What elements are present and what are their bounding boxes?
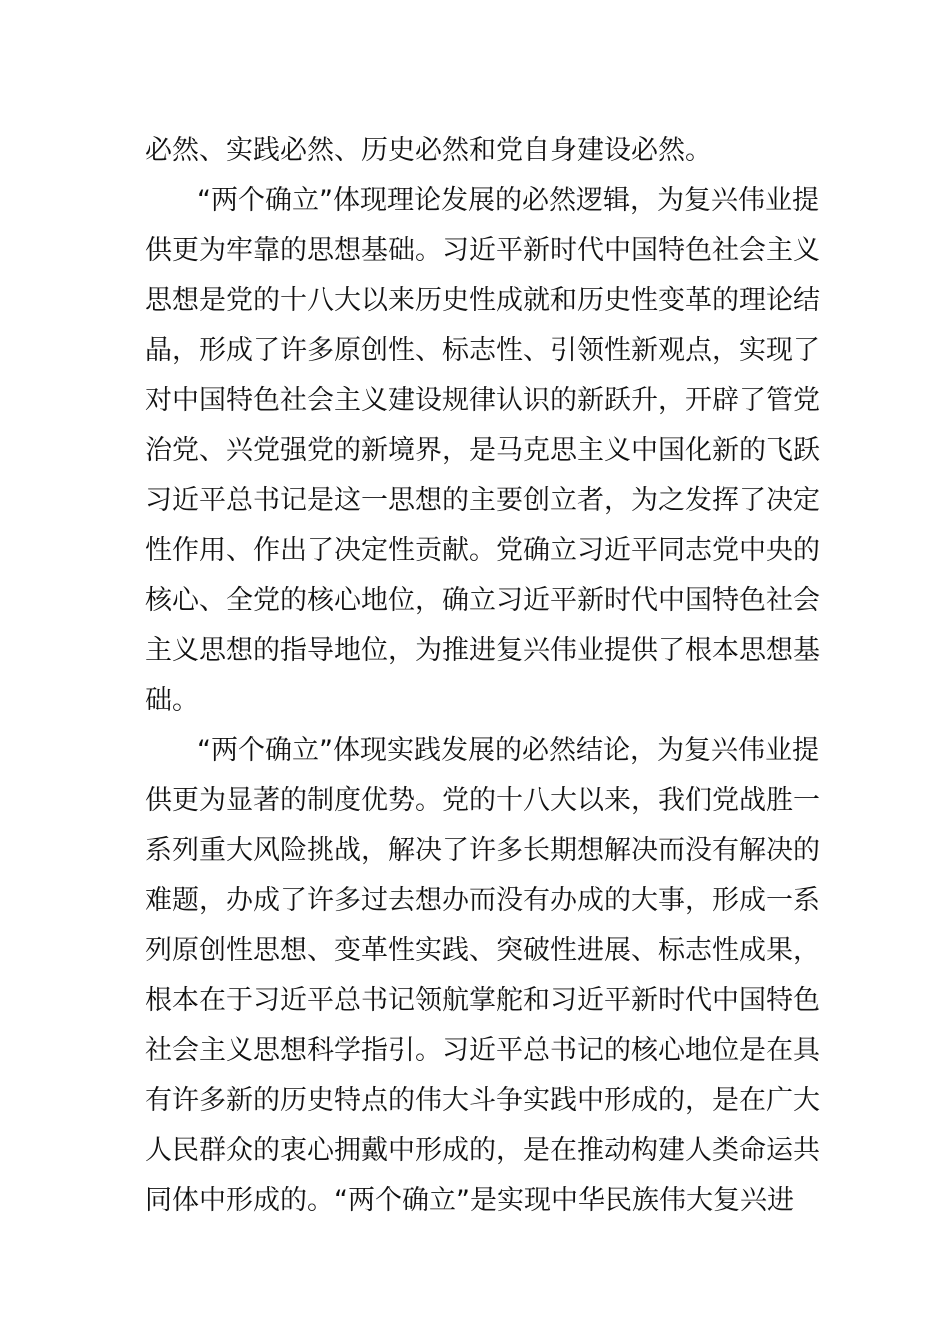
text-line: 晶，形成了许多原创性、标志性、引领性新观点，实现了 — [145, 335, 820, 366]
text-line: 供更为显著的制度优势。党的十八大以来，我们党战胜一 — [145, 785, 820, 816]
text-line: 主义思想的指导地位，为推进复兴伟业提供了根本思想基 — [145, 635, 820, 666]
text-line: 治党、兴党强党的新境界，是马克思主义中国化新的飞跃 — [145, 435, 820, 466]
text-line: 难题，办成了许多过去想办而没有办成的大事，形成一系 — [145, 885, 820, 916]
text-line: 有许多新的历史特点的伟大斗争实践中形成的，是在广大 — [145, 1085, 820, 1116]
text-line: 思想是党的十八大以来历史性成就和历史性变革的理论结 — [145, 285, 820, 316]
text-line: 列原创性思想、变革性实践、突破性进展、标志性成果， — [145, 935, 820, 966]
text-line: 核心、全党的核心地位，确立习近平新时代中国特色社会 — [145, 585, 820, 616]
text-line: 同体中形成的。“两个确立”是实现中华民族伟大复兴进 — [145, 1185, 794, 1216]
text-line: 社会主义思想科学指引。习近平总书记的核心地位是在具 — [145, 1035, 820, 1066]
text-line: 供更为牢靠的思想基础。习近平新时代中国特色社会主义 — [145, 235, 820, 266]
text-line: 习近平总书记是这一思想的主要创立者，为之发挥了决定 — [145, 485, 820, 516]
text-line: 础。 — [145, 685, 199, 716]
text-line: “两个确立”体现理论发展的必然逻辑，为复兴伟业提 — [197, 185, 819, 216]
text-line: 性作用、作出了决定性贡献。党确立习近平同志党中央的 — [145, 535, 820, 566]
text-line: 人民群众的衷心拥戴中形成的，是在推动构建人类命运共 — [145, 1135, 820, 1166]
text-line: 系列重大风险挑战，解决了许多长期想解决而没有解决的 — [145, 835, 820, 866]
text-line: 对中国特色社会主义建设规律认识的新跃升，开辟了管党 — [145, 385, 820, 416]
text-line: 必然、实践必然、历史必然和党自身建设必然。 — [145, 135, 712, 166]
text-line: 根本在于习近平总书记领航掌舵和习近平新时代中国特色 — [145, 985, 820, 1016]
text-line: “两个确立”体现实践发展的必然结论，为复兴伟业提 — [197, 735, 819, 766]
